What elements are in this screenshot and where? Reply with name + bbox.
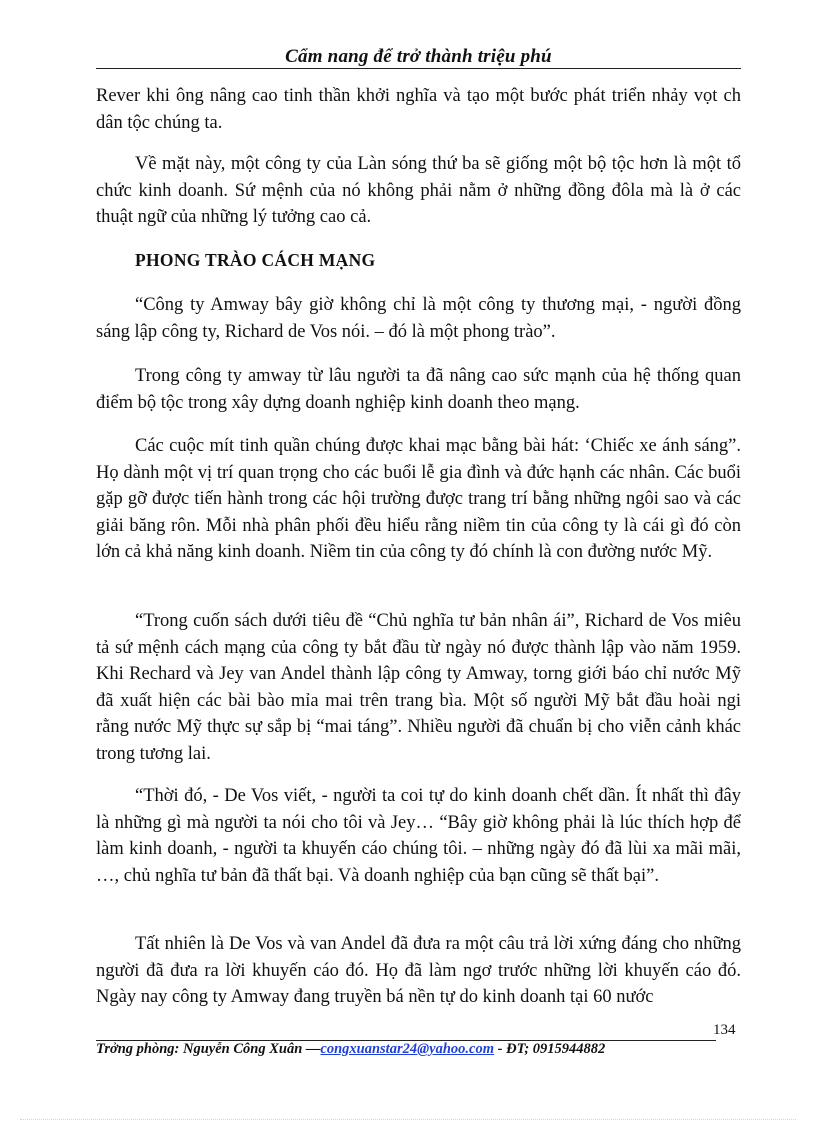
page-number: 134: [713, 1022, 736, 1038]
section-heading: PHONG TRÀO CÁCH MẠNG: [135, 250, 376, 270]
header-rule: [96, 68, 741, 69]
page-bottom-divider: [20, 1119, 796, 1120]
paragraph-3: “Công ty Amway bây giờ không chỉ là một công ty thương mại, - người đồng sáng lập công ty, Richard de Vos nói. – đó là một phong trào”.: [96, 295, 741, 342]
paragraph-4: Trong công ty amway từ lâu người ta đã nâng cao sức mạnh của hệ thống quan điểm bộ tộc trong xây dựng doanh nghiệp kinh doanh theo mạng.: [96, 366, 741, 413]
footer-phone: - ĐT; 0915944882: [494, 1041, 606, 1057]
paragraph-8: Tất nhiên là De Vos và van Andel đã đưa ra một câu trả lời xứng đáng cho những người đã đưa ra lời khuyến cáo đó. Họ đã làm ngơ trước những lời khuyến cáo đó. Ngày nay công ty Amway đang truyền bá nền tự do kinh doanh tại 60 nước: [96, 934, 741, 1008]
paragraph-7: “Thời đó, - De Vos viết, - người ta coi tự do kinh doanh chết dần. Ít nhất thì đây là những gì mà người ta nói cho tôi và Jey… “Bây giờ không phải là lúc thích hợp để làm kinh doanh, - người ta khuyến cáo chúng tôi. – những ngày đó đã lùi xa mãi mãi, …, chủ nghĩa tư bản đã thất bại. Và doanh nghiệp của bạn cũng sẽ thất bại”.: [96, 786, 741, 886]
paragraph-6: “Trong cuốn sách dưới tiêu đề “Chủ nghĩa tư bản nhân ái”, Richard de Vos miêu tả sứ mệnh cách mạng của công ty bắt đầu từ ngày nó được thành lập vào năm 1959. Khi Rechard và Jey van Andel thành lập công ty Amway, torng giới báo chỉ nước Mỹ đã xuất hiện các bài bào mỉa mai trên trang bìa. Một số người Mỹ bắt đầu hoài ngi rằng nước Mỹ thực sự sắp bị “mai táng”. Nhiều người đã chuẩn bị cho viễn cảnh khác trong tương lai.: [96, 611, 741, 764]
paragraph-5: Các cuộc mít tinh quần chúng được khai mạc bằng bài hát: ‘Chiếc xe ánh sáng”. Họ dành một vị trí quan trọng cho các buổi lễ gia đình và đức hạnh các nhân. Các buổi gặp gỡ được tiến hành trong các hội trường được trang trí bằng những ngôi sao và các giải băng rôn. Mỗi nhà phân phối đều hiểu rằng niềm tin của công ty là cái gì đó còn lớn cả khả năng kinh doanh. Niềm tin của công ty đó chính là con đường nước Mỹ.: [96, 436, 741, 563]
footer-email-link[interactable]: congxuanstar24@yahoo.com: [320, 1041, 495, 1057]
paragraph-1: Rever khi ông nâng cao tinh thần khởi nghĩa và tạo một bước phát triển nhảy vọt ch dân tộc chúng ta.: [96, 86, 741, 133]
footer-author: Trởng phòng: Nguyễn Công Xuân —: [96, 1041, 321, 1057]
footer: [96, 1041, 605, 1058]
running-header-title: Cẩm nang để trở thành triệu phú: [285, 46, 552, 67]
paragraph-2: Về mặt này, một công ty của Làn sóng thứ ba sẽ giống một bộ tộc hơn là một tổ chức kinh doanh. Sứ mệnh của nó không phải nằm ở những đồng đôla mà là ở các thuật ngữ của những lý tưởng cao cả.: [96, 154, 741, 228]
